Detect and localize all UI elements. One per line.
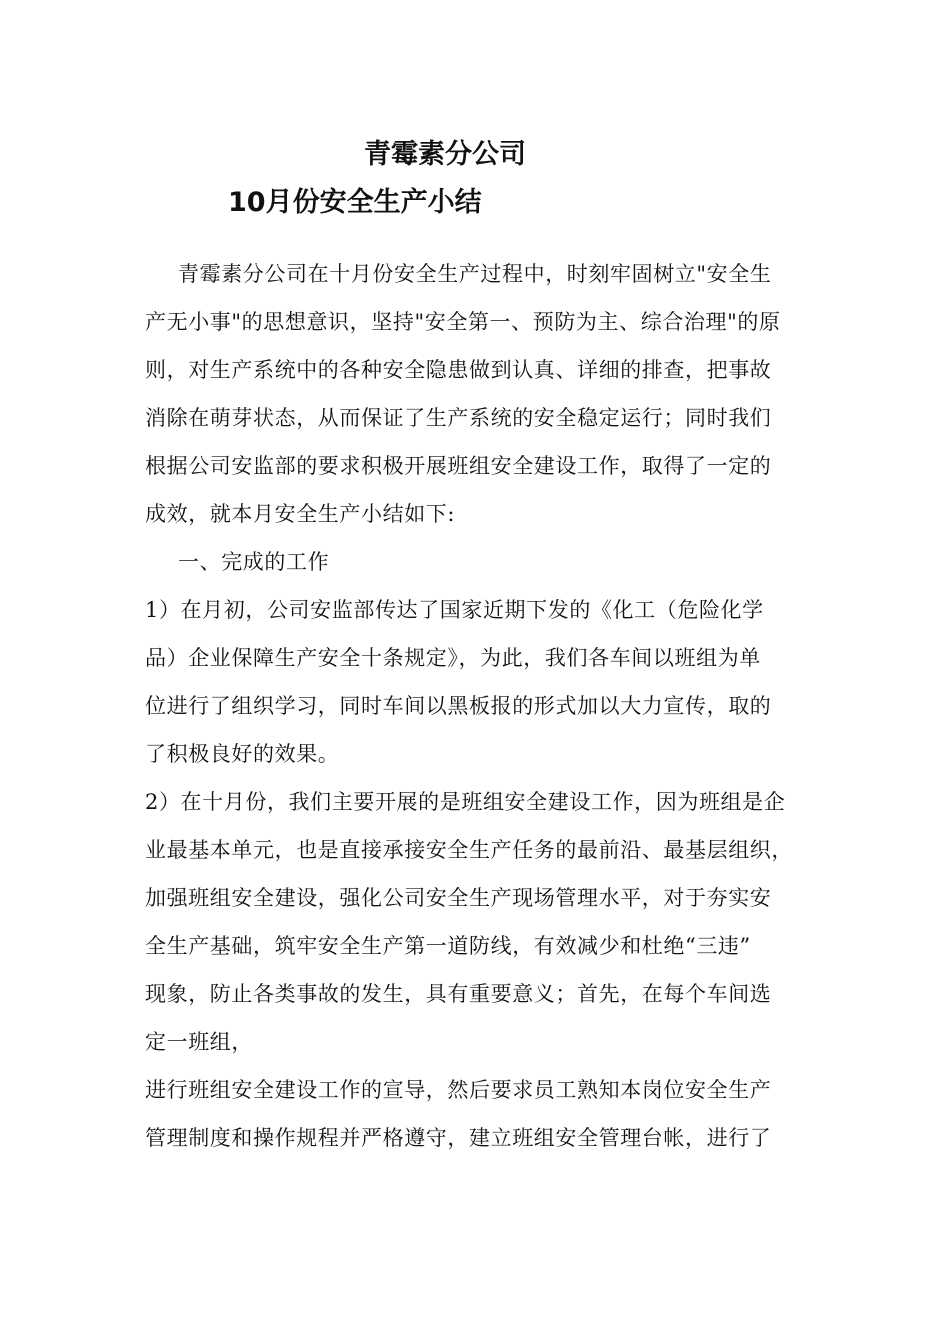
paragraph-line: 青霉素分公司在十月份安全生产过程中，时刻牢固树立"安全生 <box>178 262 772 286</box>
paragraph-line: 进行班组安全建设工作的宣导，然后要求员工熟知本岗位安全生产 <box>145 1078 772 1102</box>
paragraph-line: 位进行了组织学习，同时车间以黑板报的形式加以大力宣传，取的 <box>145 694 772 718</box>
paragraph-line: 品）企业保障生产安全十条规定》，为此，我们各车间以班组为单 <box>145 646 761 670</box>
section-heading: 一、完成的工作 <box>178 550 330 574</box>
paragraph-line: 加强班组安全建设，强化公司安全生产现场管理水平，对于夯实安 <box>145 886 772 910</box>
paragraph-line: 成效，就本月安全生产小结如下: <box>145 502 456 526</box>
document-title: 青霉素分公司 <box>364 139 526 170</box>
paragraph-line: 产无小事"的思想意识，坚持"安全第一、预防为主、综合治理"的原 <box>145 310 781 334</box>
paragraph-line: 了积极良好的效果。 <box>145 742 340 766</box>
paragraph-line: 管理制度和操作规程并严格遵守，建立班组安全管理台帐，进行了 <box>145 1126 772 1150</box>
paragraph-line: 现象，防止各类事故的发生，具有重要意义；首先，在每个车间选 <box>145 982 772 1006</box>
paragraph-line: 1）在月初，公司安监部传达了国家近期下发的《化工（危险化学 <box>145 598 764 622</box>
paragraph-line: 2）在十月份，我们主要开展的是班组安全建设工作，因为班组是企 <box>145 790 786 814</box>
paragraph-line: 消除在萌芽状态，从而保证了生产系统的安全稳定运行；同时我们 <box>145 406 772 430</box>
paragraph-line: 业最基本单元，也是直接承接安全生产任务的最前沿、最基层组织， <box>145 838 793 862</box>
paragraph-line: 全生产基础，筑牢安全生产第一道防线，有效减少和杜绝“三违” <box>145 934 751 958</box>
paragraph-line: 根据公司安监部的要求积极开展班组安全建设工作，取得了一定的 <box>145 454 772 478</box>
paragraph-line: 定一班组， <box>145 1030 253 1054</box>
paragraph-line: 则，对生产系统中的各种安全隐患做到认真、详细的排查，把事故 <box>145 358 772 382</box>
document-subtitle: 10月份安全生产小结 <box>228 187 482 218</box>
